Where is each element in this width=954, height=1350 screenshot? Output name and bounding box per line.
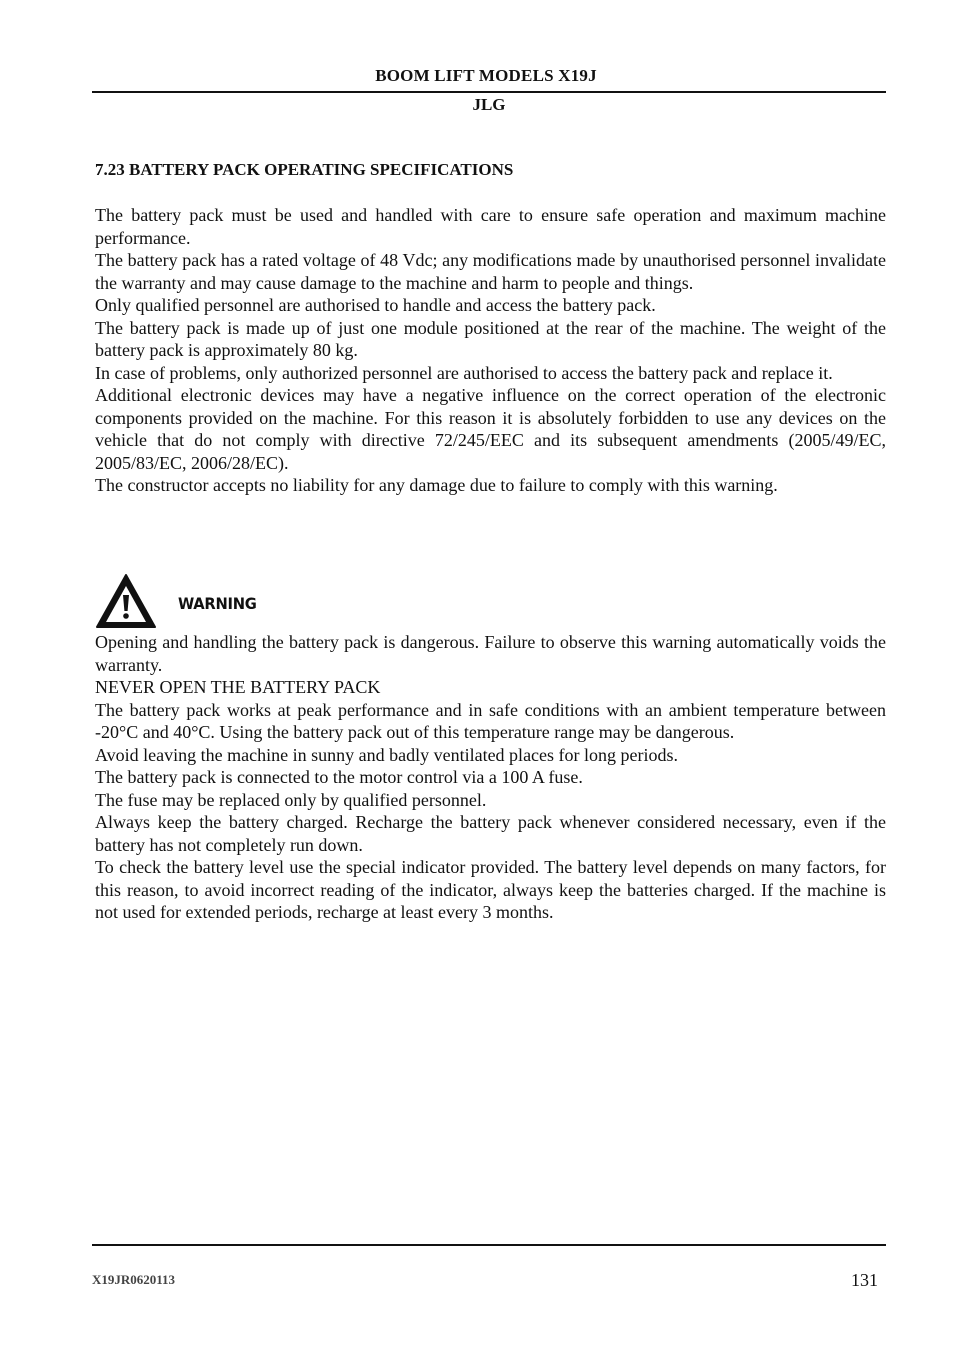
warning-text — [95, 631, 886, 924]
warning-triangle-icon — [95, 573, 157, 629]
paragraph: Only qualified personnel are authorised to handle and access the battery pack. — [95, 295, 656, 315]
paragraph: The constructor accepts no liability for any damage due to failure to comply with this warning. — [95, 475, 778, 495]
paragraph: The battery pack is made up of just one module positioned at the rear of the machine. The weight of the battery pack is approximately 80 kg. — [95, 317, 886, 360]
warning-callout — [95, 573, 395, 629]
header-brand: JLG — [472, 95, 506, 114]
paragraph: Always keep the battery charged. Recharge the battery pack whenever considered necessary, even if the battery has not completely run down. — [95, 812, 886, 855]
footer-divider — [92, 1244, 886, 1246]
paragraph: Opening and handling the battery pack is dangerous. Failure to observe this warning automatically voids the warranty. — [95, 632, 886, 675]
paragraph: The battery pack must be used and handled with care to ensure safe operation and maximum machine performance. — [95, 205, 886, 248]
warning-label: WARNING — [178, 594, 257, 613]
paragraph: The fuse may be replaced only by qualified personnel. — [95, 789, 487, 810]
paragraph: The battery pack works at peak performance and in safe conditions with an ambient temperature between -20°C and 40°C. Using the battery pack out of this temperature range may be dangerous. — [95, 699, 886, 742]
paragraph: Avoid leaving the machine in sunny and badly ventilated places for long periods. — [95, 744, 679, 765]
document-code: X19JR0620113 — [92, 1272, 176, 1287]
intro-text — [95, 204, 886, 497]
header-title: BOOM LIFT MODELS X19J — [375, 66, 597, 85]
paragraph: In case of problems, only authorized personnel are authorised to access the battery pack and replace it. — [95, 362, 833, 383]
paragraph: The battery pack has a rated voltage of 48 Vdc; any modifications made by unauthorised personnel invalidate the warranty and may cause damage to the machine and harm to people and things. — [95, 250, 886, 293]
paragraph: NEVER OPEN THE BATTERY PACK — [95, 677, 381, 697]
paragraph: Additional electronic devices may have a negative influence on the correct operation of the electronic components provided on the machine. For this reason it is absolutely forbidden to use any devices on the vehicle that do not comply with directive 72/245/EEC and its subsequent amendments (2005/49/EC, 2005/83/EC, 2006/28/EC). — [95, 385, 886, 473]
header-divider — [92, 91, 886, 93]
page-number: 131 — [851, 1270, 878, 1290]
section-heading: 7.23 BATTERY PACK OPERATING SPECIFICATIONS — [95, 160, 514, 179]
paragraph: To check the battery level use the special indicator provided. The battery level depends on many factors, for this reason, to avoid incorrect reading of the indicator, always keep the batteries charged. If the machine is not used for extended periods, recharge at least every 3 months. — [95, 857, 886, 922]
paragraph: The battery pack is connected to the motor control via a 100 A fuse. — [95, 767, 583, 787]
